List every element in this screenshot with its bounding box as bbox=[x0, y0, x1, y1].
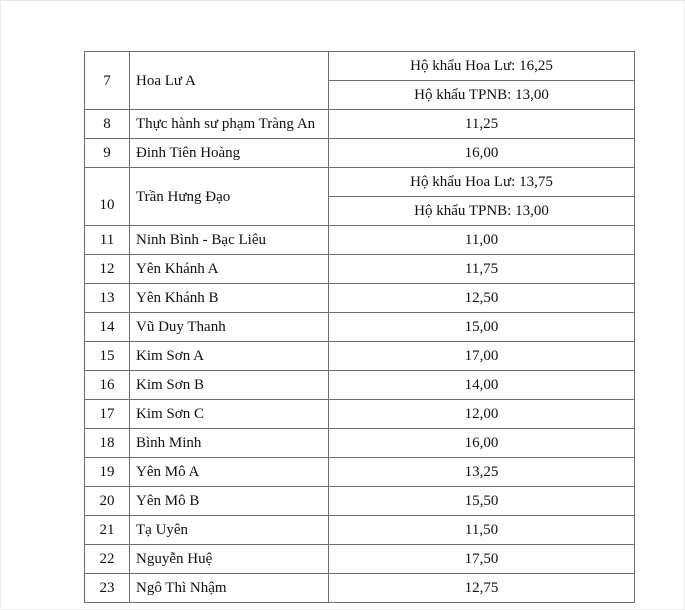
score-cell: 12,75 bbox=[329, 574, 635, 603]
table-row bbox=[85, 516, 635, 545]
table-row bbox=[85, 313, 635, 342]
row-number: 17 bbox=[85, 400, 130, 429]
row-number: 23 bbox=[85, 574, 130, 603]
row-number: 10 bbox=[85, 168, 130, 226]
school-name: Hoa Lư A bbox=[130, 52, 329, 110]
score-cell: 14,00 bbox=[329, 371, 635, 400]
table-row bbox=[85, 400, 635, 429]
row-number: 7 bbox=[85, 52, 130, 110]
school-name: Kim Sơn B bbox=[130, 371, 329, 400]
admission-score-table bbox=[84, 51, 635, 603]
row-number: 21 bbox=[85, 516, 130, 545]
row-number: 12 bbox=[85, 255, 130, 284]
table-row bbox=[85, 255, 635, 284]
score-cell: 16,00 bbox=[329, 139, 635, 168]
table-row bbox=[85, 284, 635, 313]
school-name: Kim Sơn C bbox=[130, 400, 329, 429]
score-cell: 11,25 bbox=[329, 110, 635, 139]
school-name: Nguyễn Huệ bbox=[130, 545, 329, 574]
score-cell: Hộ khẩu Hoa Lư: 16,25 bbox=[329, 52, 635, 81]
school-name: Ninh Bình - Bạc Liêu bbox=[130, 226, 329, 255]
score-cell: 11,75 bbox=[329, 255, 635, 284]
row-number: 9 bbox=[85, 139, 130, 168]
table-row bbox=[85, 168, 635, 197]
score-cell: 16,00 bbox=[329, 429, 635, 458]
row-number: 16 bbox=[85, 371, 130, 400]
score-cell: 12,00 bbox=[329, 400, 635, 429]
row-number: 13 bbox=[85, 284, 130, 313]
table-row bbox=[85, 226, 635, 255]
row-number: 22 bbox=[85, 545, 130, 574]
school-name: Kim Sơn A bbox=[130, 342, 329, 371]
table-row bbox=[85, 371, 635, 400]
score-cell: 12,50 bbox=[329, 284, 635, 313]
table-row bbox=[85, 574, 635, 603]
score-cell: 17,00 bbox=[329, 342, 635, 371]
score-cell: 15,00 bbox=[329, 313, 635, 342]
school-name: Thực hành sư phạm Tràng An bbox=[130, 110, 329, 139]
school-name: Yên Khánh A bbox=[130, 255, 329, 284]
score-cell: 11,00 bbox=[329, 226, 635, 255]
table-row bbox=[85, 458, 635, 487]
school-name: Ngô Thì Nhậm bbox=[130, 574, 329, 603]
table-row bbox=[85, 342, 635, 371]
table-row bbox=[85, 139, 635, 168]
school-name: Bình Minh bbox=[130, 429, 329, 458]
table-row bbox=[85, 545, 635, 574]
school-name: Tạ Uyên bbox=[130, 516, 329, 545]
row-number: 15 bbox=[85, 342, 130, 371]
row-number: 18 bbox=[85, 429, 130, 458]
score-cell: Hộ khẩu TPNB: 13,00 bbox=[329, 197, 635, 226]
score-cell: 13,25 bbox=[329, 458, 635, 487]
school-name: Yên Mô B bbox=[130, 487, 329, 516]
row-number: 11 bbox=[85, 226, 130, 255]
row-number: 14 bbox=[85, 313, 130, 342]
table-row bbox=[85, 487, 635, 516]
school-name: Yên Mô A bbox=[130, 458, 329, 487]
table-row bbox=[85, 52, 635, 81]
score-cell: 15,50 bbox=[329, 487, 635, 516]
score-cell: 11,50 bbox=[329, 516, 635, 545]
school-name: Đinh Tiên Hoàng bbox=[130, 139, 329, 168]
school-name: Vũ Duy Thanh bbox=[130, 313, 329, 342]
row-number: 20 bbox=[85, 487, 130, 516]
table-row bbox=[85, 110, 635, 139]
table-row bbox=[85, 429, 635, 458]
school-name: Yên Khánh B bbox=[130, 284, 329, 313]
school-name: Trần Hưng Đạo bbox=[130, 168, 329, 226]
row-number: 19 bbox=[85, 458, 130, 487]
row-number: 8 bbox=[85, 110, 130, 139]
score-cell: Hộ khẩu TPNB: 13,00 bbox=[329, 81, 635, 110]
score-cell: Hộ khẩu Hoa Lư: 13,75 bbox=[329, 168, 635, 197]
score-cell: 17,50 bbox=[329, 545, 635, 574]
